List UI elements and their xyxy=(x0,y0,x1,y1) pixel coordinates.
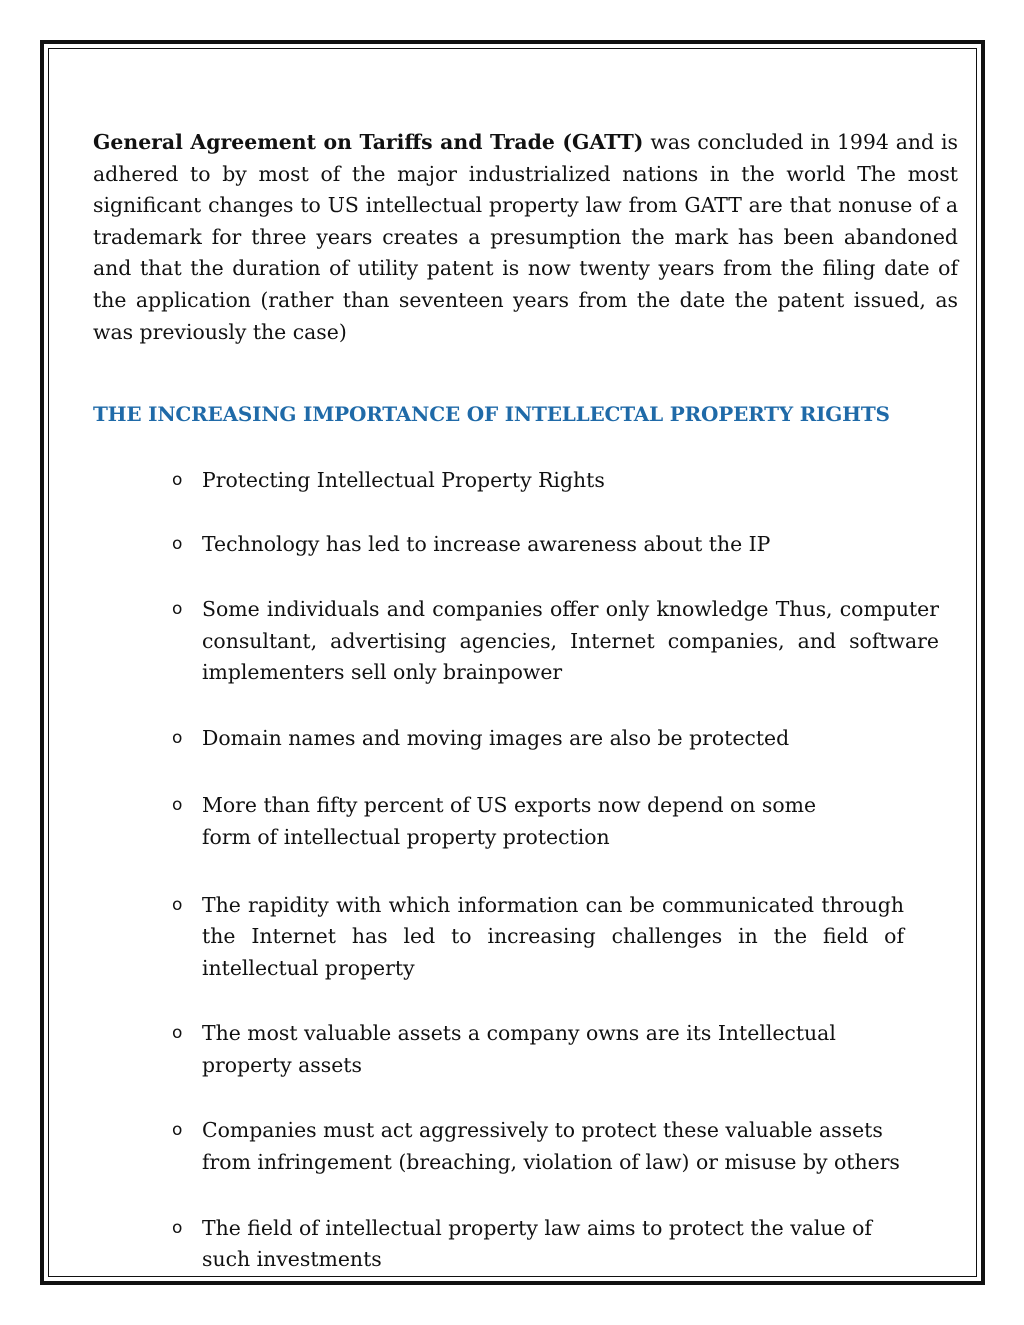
list-item-text: Technology has led to increase awareness about the IP xyxy=(202,532,771,557)
list-item xyxy=(93,1115,958,1178)
bullet-marker: o xyxy=(172,469,183,490)
bullet-marker: o xyxy=(172,795,183,816)
bullet-marker: o xyxy=(172,1120,183,1141)
bullet-marker: o xyxy=(172,534,183,555)
list-item-text: The rapidity with which information can be communicated through the Internet has led to increasing challenges in the field of intellectual property xyxy=(202,892,904,980)
list-item-text: Companies must act aggressively to protect these valuable assets from infringement (breaching, violation of law) or misuse by others xyxy=(202,1118,900,1175)
list-item-text: Some individuals and companies offer only knowledge Thus, computer consultant, advertising agencies, Internet companies, and software implementers sell only brainpower xyxy=(202,596,939,685)
intro-paragraph xyxy=(93,127,958,348)
page-border-inner xyxy=(48,48,977,1277)
list-item xyxy=(93,594,958,689)
list-item xyxy=(93,1213,958,1276)
list-item xyxy=(93,790,958,853)
bullet-marker: o xyxy=(172,1217,183,1238)
list-item-text: More than fifty percent of US exports now depend on some form of intellectual property protection xyxy=(202,793,817,849)
list-item xyxy=(93,890,958,985)
intro-text: was concluded in 1994 and is adhered to by most of the major industrialized nations in the world The most significant changes to US intellectual property law from GATT are that nonuse of a trademark for three years creates a presumption the mark has been abandoned and that the duration of utility patent is now twenty years from the filing date of the application (rather than seventeen years from the date the patent issued, as was previously the case) xyxy=(93,130,958,344)
list-item-text: Domain names and moving images are also be protected xyxy=(202,725,790,750)
list-item xyxy=(93,465,958,497)
section-heading: THE INCREASING IMPORTANCE OF INTELLECTAL PROPERTY RIGHTS xyxy=(93,402,890,427)
document-body xyxy=(93,127,958,1276)
list-item-text: The most valuable assets a company owns are its Intellectual property assets xyxy=(202,1021,836,1077)
list-item xyxy=(93,529,958,561)
bullet-marker: o xyxy=(172,1023,183,1044)
list-item xyxy=(93,723,958,755)
bullet-marker: o xyxy=(172,727,183,748)
intro-bold-lead: General Agreement on Tariffs and Trade (GATT) xyxy=(93,130,644,154)
page-border xyxy=(40,40,985,1285)
bullet-marker: o xyxy=(172,598,183,619)
bullet-marker: o xyxy=(172,894,183,915)
bullet-list xyxy=(93,465,958,1276)
list-item-text: The field of intellectual property law aims to protect the value of such investments xyxy=(202,1215,872,1272)
list-item-text: Protecting Intellectual Property Rights xyxy=(202,467,605,492)
list-item xyxy=(93,1018,958,1081)
